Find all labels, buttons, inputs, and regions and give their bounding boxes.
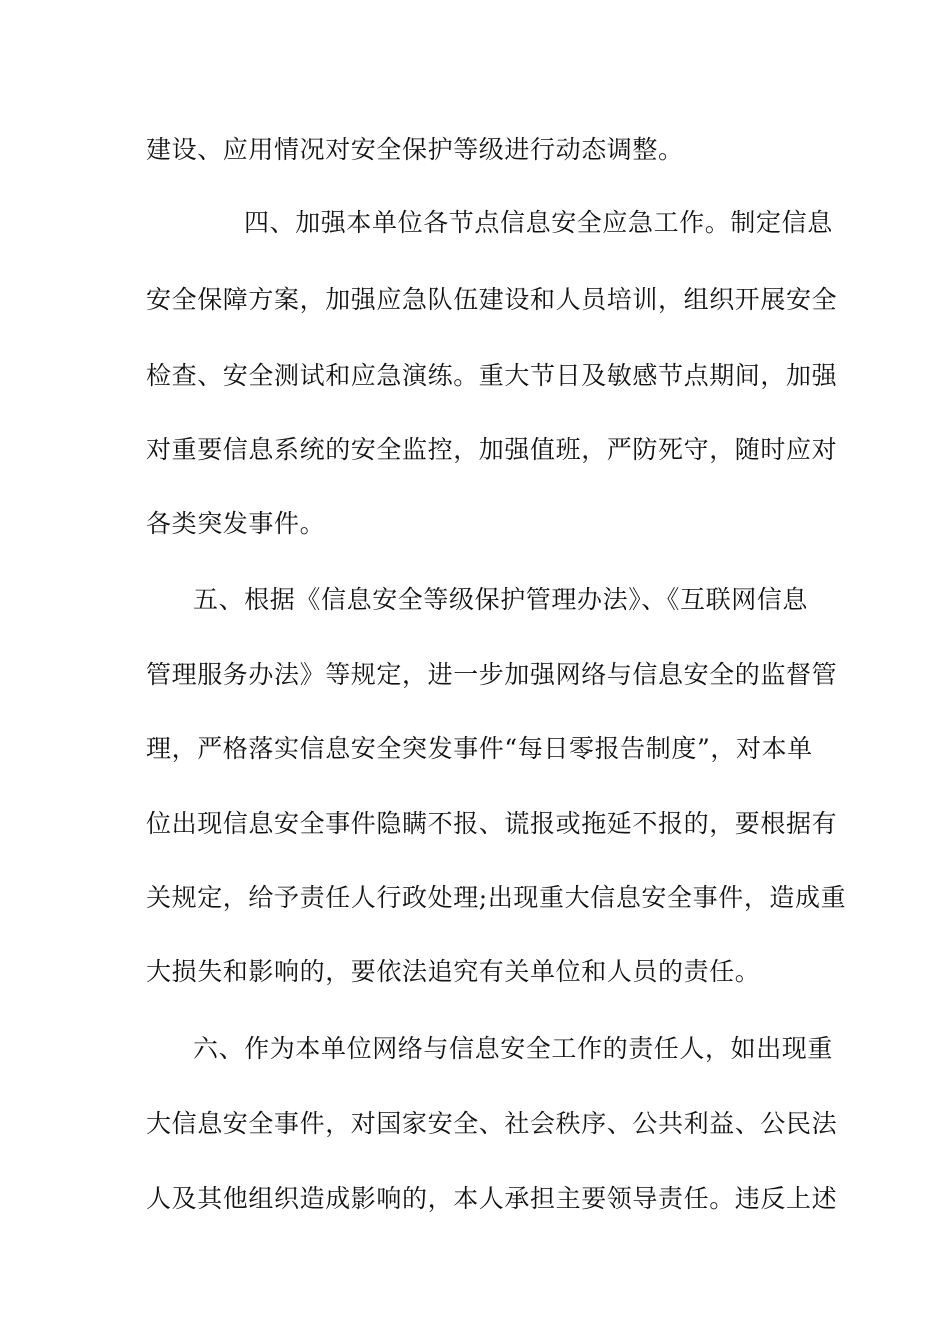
- body-text-line: 管理服务办法》等规定，进一步加强网络与信息安全的监督管: [146, 660, 838, 689]
- body-text-line: 大损失和影响的，要依法追究有关单位和人员的责任。: [146, 957, 761, 986]
- paragraph-six-start: 六、作为本单位网络与信息安全工作的责任人，如出现重: [193, 1034, 834, 1063]
- body-text-line: 大信息安全事件，对国家安全、社会秩序、公共利益、公民法: [146, 1109, 838, 1138]
- body-text-line: 人及其他组织造成影响的，本人承担主要领导责任。违反上述: [146, 1184, 838, 1213]
- paragraph-five-start: 五、根据《信息安全等级保护管理办法》、《互联网信息: [193, 585, 809, 614]
- body-text-line: 检查、安全测试和应急演练。重大节日及敏感节点期间，加强: [146, 361, 838, 390]
- body-text-line: 安全保障方案，加强应急队伍建设和人员培训，组织开展安全: [146, 285, 838, 314]
- body-text-line: 理，严格落实信息安全突发事件“每日零报告制度”，对本单: [146, 734, 813, 763]
- body-text-line: 位出现信息安全事件隐瞒不报、谎报或拖延不报的，要根据有: [146, 809, 838, 838]
- body-text-line: 建设、应用情况对安全保护等级进行动态调整。: [146, 135, 684, 164]
- body-text-line: 对重要信息系统的安全监控，加强值班，严防死守，随时应对: [146, 435, 838, 464]
- body-text-line: 各类突发事件。: [146, 509, 326, 538]
- body-text-line: 关规定，给予责任人行政处理;出现重大信息安全事件，造成重: [146, 883, 847, 912]
- paragraph-four-start: 四、加强本单位各节点信息安全应急工作。制定信息: [244, 208, 833, 237]
